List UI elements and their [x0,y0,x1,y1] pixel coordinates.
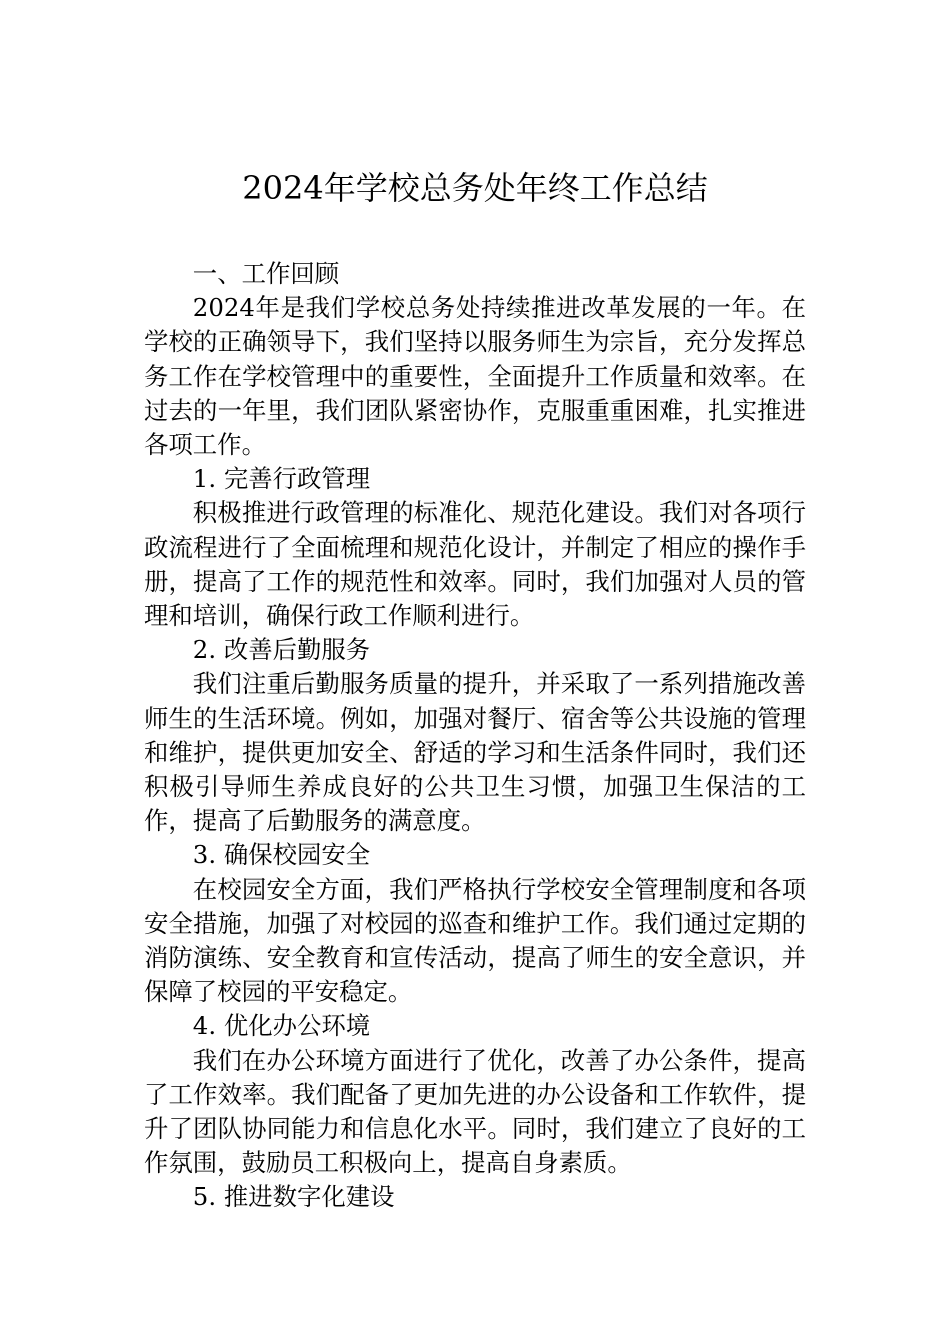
item-heading-3: 3. 确保校园安全 [192,840,371,870]
intro-paragraph: 2024年是我们学校总务处持续推进改革发展的一年。在学校的正确领导下，我们坚持以服务师生为宗旨，充分发挥总务工作在学校管理中的重要性，全面提升工作质量和效率。在过去的一年里，我们团队紧密协作，克服重重困难，扎实推进各项工作。 [144,293,806,460]
document-body [144,257,806,1215]
document-title: 2024年学校总务处年终工作总结 [242,169,708,207]
item-heading-5: 5. 推进数字化建设 [192,1182,395,1212]
item-paragraph-3: 在校园安全方面，我们严格执行学校安全管理制度和各项安全措施，加强了对校园的巡查和维护工作。我们通过定期的消防演练、安全教育和宣传活动，提高了师生的安全意识，并保障了校园的平安稳定。 [144,874,806,1007]
item-heading-1: 1. 完善行政管理 [192,464,371,494]
item-heading-4: 4. 优化办公环境 [192,1011,371,1041]
item-paragraph-1: 积极推进行政管理的标准化、规范化建设。我们对各项行政流程进行了全面梳理和规范化设计，并制定了相应的操作手册，提高了工作的规范性和效率。同时，我们加强对人员的管理和培训，确保行政工作顺利进行。 [144,498,806,631]
item-paragraph-2: 我们注重后勤服务质量的提升，并采取了一系列措施改善师生的生活环境。例如，加强对餐厅、宿舍等公共设施的管理和维护，提供更加安全、舒适的学习和生活条件同时，我们还积极引导师生养成良好的公共卫生习惯，加强卫生保洁的工作，提高了后勤服务的满意度。 [144,669,806,836]
section-heading-review: 一、工作回顾 [192,259,340,288]
item-heading-2: 2. 改善后勤服务 [192,635,371,665]
item-paragraph-4: 我们在办公环境方面进行了优化，改善了办公条件，提高了工作效率。我们配备了更加先进的办公设备和工作软件，提升了团队协同能力和信息化水平。同时，我们建立了良好的工作氛围，鼓励员工积极向上，提高自身素质。 [144,1045,806,1178]
